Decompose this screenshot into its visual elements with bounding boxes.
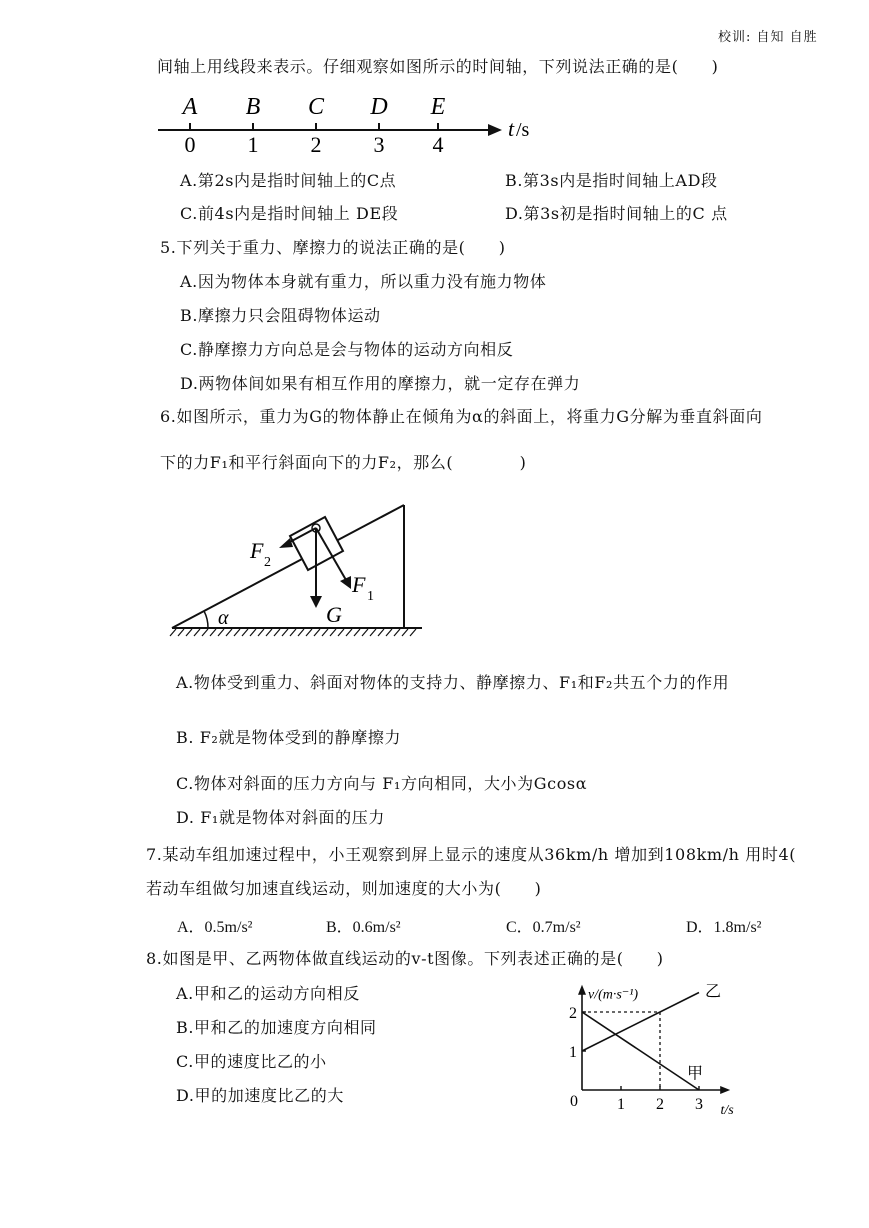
q8-stem: 8.如图是甲、乙两物体做直线运动的v-t图像。下列表述正确的是( ) <box>146 949 664 968</box>
y-tick-label: 1 <box>569 1044 577 1061</box>
timeline-number: 4 <box>432 132 444 157</box>
q5-option-d[interactable]: D.两物体间如果有相互作用的摩擦力，就一定存在弹力 <box>180 374 581 393</box>
q7-option-b[interactable]: B．0.6m/s² <box>326 919 401 936</box>
timeline-number: 2 <box>310 132 322 157</box>
hatch-line <box>298 629 304 636</box>
timeline-number: 3 <box>373 132 385 157</box>
hatch-line <box>170 629 176 636</box>
timeline-number: 1 <box>247 132 259 157</box>
x-axis-label: t/s <box>720 1103 734 1118</box>
q6-stem-line2: 下的力F₁和平行斜面向下的力F₂，那么( ) <box>160 453 527 472</box>
q8-option-b[interactable]: B.甲和乙的加速度方向相同 <box>176 1018 377 1037</box>
q6-option-c[interactable]: C.物体对斜面的压力方向与 F₁方向相同，大小为Gcosα <box>176 774 588 793</box>
q7-option-d[interactable]: D．1.8m/s² <box>686 919 762 936</box>
hatch-line <box>258 629 264 636</box>
q5-option-b[interactable]: B.摩擦力只会阻碍物体运动 <box>180 306 381 325</box>
q4-stem: 间轴上用线段来表示。仔细观察如图所示的时间轴，下列说法正确的是( ) <box>157 57 719 76</box>
incline-slope <box>172 505 404 628</box>
hatch-line <box>386 629 392 636</box>
timeline-letter: E <box>430 94 446 120</box>
origin-label: 0 <box>570 1093 578 1110</box>
hatch-line <box>202 629 208 636</box>
alpha-label: α <box>218 607 229 629</box>
q7-stem-line1: 7.某动车组加速过程中，小王观察到屏上显示的速度从36km/h 增加到108km/h 用时4( <box>146 845 797 864</box>
gravity-arrowhead <box>310 596 322 608</box>
hatch-line <box>186 629 192 636</box>
hatch-line <box>194 629 200 636</box>
hatch-line <box>210 629 216 636</box>
timeline-letter: D <box>370 94 388 120</box>
hatch-line <box>314 629 320 636</box>
timeline-unit-var: t <box>508 116 515 141</box>
hatch-line <box>394 629 400 636</box>
q4-option-c[interactable]: C.前4s内是指时间轴上 DE段 <box>180 204 399 223</box>
q5-option-c[interactable]: C.静摩擦力方向总是会与物体的运动方向相反 <box>180 340 514 359</box>
q6-option-d[interactable]: D. F₁就是物体对斜面的压力 <box>176 808 385 827</box>
vt-chart <box>560 972 760 1122</box>
timeline-letter: A <box>182 94 198 120</box>
timeline-letter: C <box>307 94 325 120</box>
x-tick-label: 1 <box>617 1096 625 1113</box>
hatch-line <box>242 629 248 636</box>
hatch-line <box>218 629 224 636</box>
q8-option-c[interactable]: C.甲的速度比乙的小 <box>176 1052 327 1071</box>
q8-option-d[interactable]: D.甲的加速度比乙的大 <box>176 1086 344 1105</box>
incline-figure <box>160 492 430 642</box>
hatch-line <box>226 629 232 636</box>
hatch-line <box>282 629 288 636</box>
hatch-line <box>290 629 296 636</box>
hatch-line <box>250 629 256 636</box>
hatch-line <box>346 629 352 636</box>
f1-label-sub: 1 <box>367 589 374 604</box>
hatch-line <box>330 629 336 636</box>
x-tick-label: 2 <box>656 1096 664 1113</box>
q4-option-d[interactable]: D.第3s初是指时间轴上的C 点 <box>505 204 728 223</box>
q6-stem-line1: 6.如图所示，重力为G的物体静止在倾角为α的斜面上，将重力G分解为垂直斜面向 <box>160 407 763 426</box>
f2-label: F <box>250 538 264 563</box>
timeline-figure <box>150 86 550 162</box>
hatch-line <box>306 629 312 636</box>
x-axis-arrowhead <box>720 1086 730 1094</box>
timeline-letter: B <box>245 94 261 120</box>
q8-option-a[interactable]: A.甲和乙的运动方向相反 <box>176 984 360 1003</box>
series-label-jia: 甲 <box>687 1065 704 1083</box>
hatch-line <box>178 629 184 636</box>
hatch-line <box>274 629 280 636</box>
q6-option-b[interactable]: B. F₂就是物体受到的静摩擦力 <box>176 728 402 747</box>
timeline-unit: /s <box>516 119 530 141</box>
hatch-line <box>354 629 360 636</box>
q4-option-a[interactable]: A.第2s内是指时间轴上的C点 <box>180 171 397 190</box>
timeline-arrowhead <box>488 124 502 136</box>
q5-option-a[interactable]: A.因为物体本身就有重力，所以重力没有施力物体 <box>180 272 547 291</box>
q7-option-c[interactable]: C．0.7m/s² <box>506 919 581 936</box>
q7-option-a[interactable]: A．0.5m/s² <box>177 919 253 936</box>
q5-stem: 5.下列关于重力、摩擦力的说法正确的是( ) <box>160 238 506 257</box>
timeline-number: 0 <box>184 132 196 157</box>
x-tick-label: 3 <box>695 1096 703 1113</box>
series-label-yi: 乙 <box>705 983 722 1001</box>
hatch-line <box>362 629 368 636</box>
hatch-line <box>370 629 376 636</box>
y-axis-label: v/(m·s⁻¹) <box>588 987 639 1003</box>
hatch-line <box>234 629 240 636</box>
f2-label-sub: 2 <box>264 555 271 570</box>
school-motto: 校训: 自知 自胜 <box>718 30 818 45</box>
f1-label: F <box>352 572 366 597</box>
ground-hatching <box>170 629 416 636</box>
y-tick-label: 2 <box>569 1005 577 1022</box>
q6-option-a[interactable]: A.物体受到重力、斜面对物体的支持力、静摩擦力、F₁和F₂共五个力的作用 <box>176 673 730 692</box>
g-label: G <box>326 602 342 627</box>
hatch-line <box>266 629 272 636</box>
hatch-line <box>378 629 384 636</box>
series-line-jia <box>582 1012 699 1090</box>
hatch-line <box>338 629 344 636</box>
angle-arc <box>204 611 208 628</box>
hatch-line <box>322 629 328 636</box>
hatch-line <box>410 629 416 636</box>
y-axis-arrowhead <box>578 985 586 995</box>
hatch-line <box>402 629 408 636</box>
q7-stem-line2: 若动车组做匀加速直线运动，则加速度的大小为( ) <box>146 879 542 898</box>
q4-option-b[interactable]: B.第3s内是指时间轴上AD段 <box>505 171 718 190</box>
